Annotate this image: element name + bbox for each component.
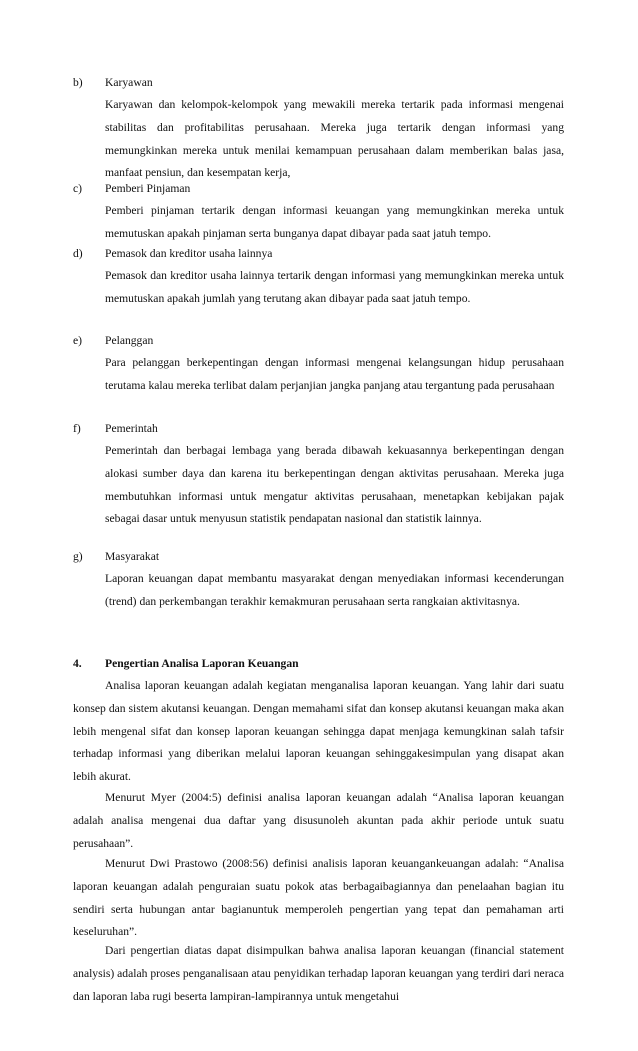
list-item-title: Pemasok dan kreditor usaha lainnya [105,247,273,260]
list-item-body: Para pelanggan berkepentingan dengan informasi mengenai kelangsungan hidup perusahaan terutama kalau mereka terlibat dalam perjanjian jangka panjang atau tergantung pada perusahaan [105,356,564,392]
section-number: 4. [73,657,82,670]
paragraph: Dari pengertian diatas dapat disimpulkan bahwa analisa laporan keuangan (financial statement analysis) adalah proses penganalisaan atau penyidikan terhadap laporan keuangan yang terdiri dari neraca dan laporan laba rugi beserta lampiran-lampirannya untuk mengetahui [73,944,564,1003]
list-item-title: Pemerintah [105,422,158,435]
list-item-body: Pemasok dan kreditor usaha lainnya tertarik dengan informasi yang memungkinkan mereka untuk memutuskan apakah jumlah yang terutang akan dibayar pada saat jatuh tempo. [105,269,564,305]
list-marker: f) [73,422,81,435]
list-item-title: Karyawan [105,76,153,89]
list-item-body: Pemberi pinjaman tertarik dengan informasi keuangan yang memungkinkan mereka untuk memutuskan apakah pinjaman serta bunganya dapat dibayar pada saat jatuh tempo. [105,204,564,240]
list-marker: d) [73,247,83,260]
list-marker: b) [73,76,83,89]
list-item-body: Karyawan dan kelompok-kelompok yang mewakili mereka tertarik pada informasi mengenai stabilitas dan profitabilitas perusahaan. Mereka juga tertarik dengan informasi yang memungkinkan mereka untuk menilai kemampuan perusahaan dalam memberikan balas jasa, manfaat pensiun, dan kesempatan kerja, [105,98,564,180]
list-item-title: Masyarakat [105,550,160,563]
paragraph: Menurut Dwi Prastowo (2008:56) definisi analisis laporan keuangankeuangan adalah: “Analisa laporan keuangan adalah penguraian suatu pokok atas berbagaibagiannya dan penelaahan bagian itu sendiri serta hubungan antar bagianuntuk memperoleh pengertian yang tepat dan pemahaman arti keseluruhan”. [73,857,564,939]
list-marker: c) [73,182,83,195]
list-item-title: Pemberi Pinjaman [105,182,191,195]
list-marker: e) [73,334,83,347]
list-item-body: Pemerintah dan berbagai lembaga yang berada dibawah kekuasannya berkepentingan dengan alokasi sumber daya dan karena itu berkepentingan dengan aktivitas perusahaan. Mereka juga membutuhkan informasi untuk mengatur aktivitas perusahaan, menetapkan kebijakan pajak sebagai dasar untuk menyusun statistik pendapatan nasional dan statistik lainnya. [105,444,564,526]
paragraph: Analisa laporan keuangan adalah kegiatan menganalisa laporan keuangan. Yang lahir dari suatu konsep dan sistem akutansi keuangan. Dengan memahami sifat dan konsep akutansi keuangan maka akan lebih mengenal sifat dan konsep laporan keuangan sehingga dapat menjaga kemungkinan salah tafsir terhadap informasi yang diberikan melalui laporan keuangan sehinggakesimpulan yang disapat akan lebih akurat. [73,679,564,784]
list-item-title: Pelanggan [105,334,154,347]
paragraph: Menurut Myer (2004:5) definisi analisa laporan keuangan adalah “Analisa laporan keuangan adalah analisa mengenai dua daftar yang disusunoleh akuntan pada akhir periode untuk suatu perusahaan”. [73,791,564,850]
list-item-body: Laporan keuangan dapat membantu masyarakat dengan menyediakan informasi kecenderungan (trend) dan perkembangan terakhir kemakmuran perusahaan serta rangkaian aktivitasnya. [105,572,564,608]
list-marker: g) [73,550,83,563]
section-title: Pengertian Analisa Laporan Keuangan [105,657,299,670]
